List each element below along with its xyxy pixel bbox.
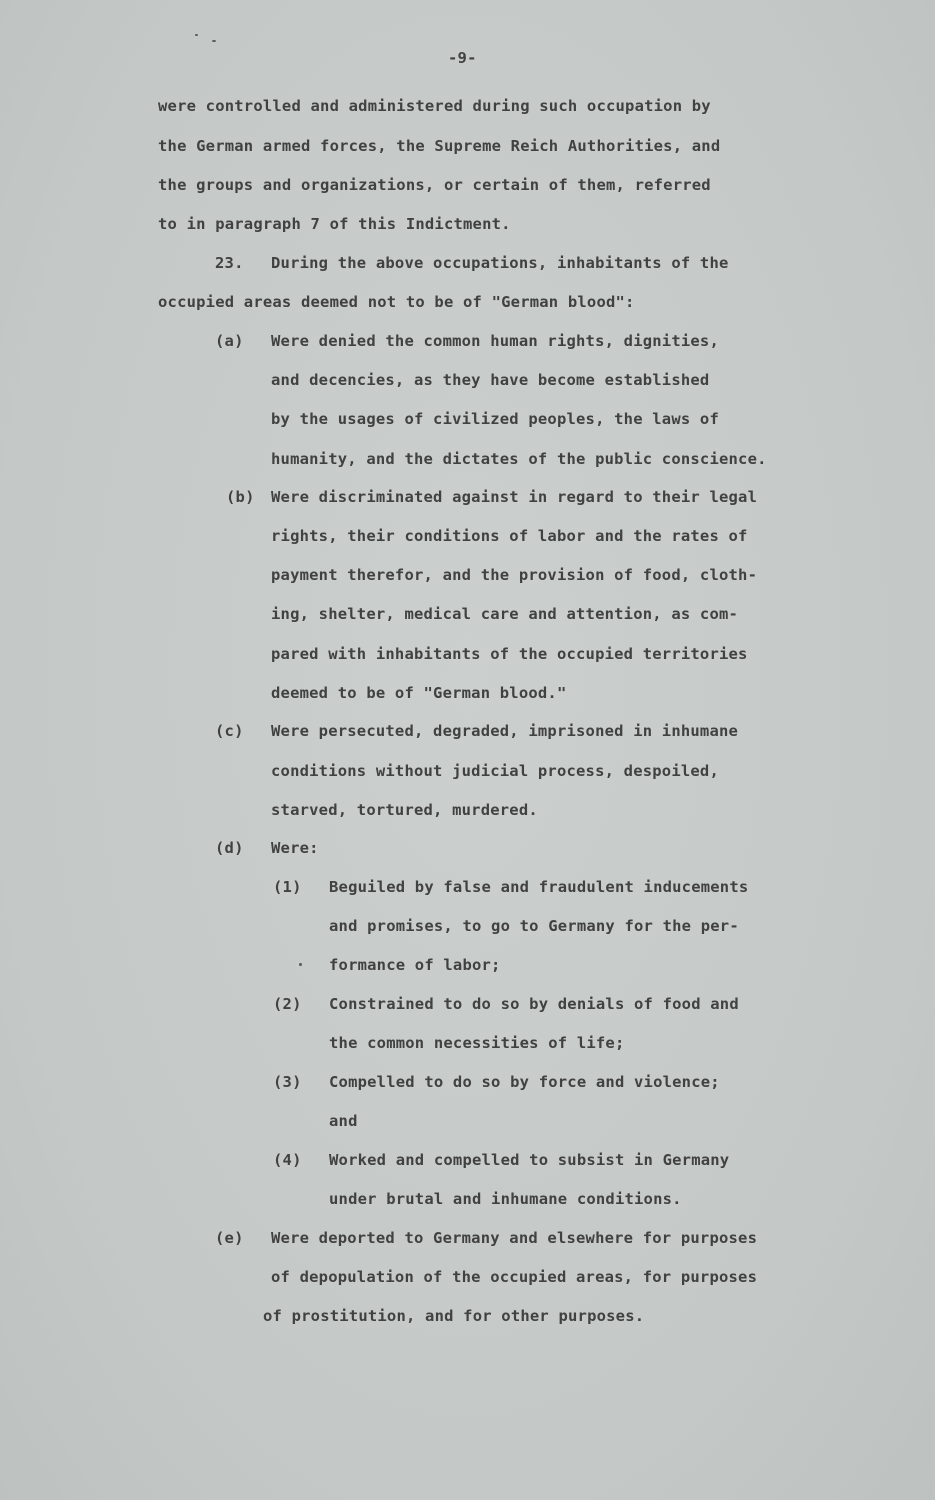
item-b-line: Were discriminated against in regard to their legal (271, 488, 758, 506)
subitem-4-label: (4) (273, 1151, 302, 1169)
item-c-line: Were persecuted, degraded, imprisoned in inhumane (271, 722, 739, 740)
item-a-line: and decencies, as they have become established (271, 371, 710, 389)
item-d-label: (d) (215, 839, 244, 857)
scan-speck (195, 34, 198, 36)
scan-speck (212, 40, 216, 42)
paragraph-22-line: were controlled and administered during such occupation by (158, 97, 711, 115)
subitem-4-line: under brutal and inhumane conditions. (329, 1190, 682, 1208)
subitem-2-label: (2) (273, 995, 302, 1013)
item-c-line: conditions without judicial process, despoiled, (271, 762, 719, 780)
subitem-3-label: (3) (273, 1073, 302, 1091)
subitem-3-line: and (329, 1112, 358, 1130)
subitem-4-line: Worked and compelled to subsist in Germany (329, 1151, 730, 1169)
item-e-line: Were deported to Germany and elsewhere for purposes (271, 1229, 758, 1247)
paragraph-23-number: 23. (215, 254, 244, 272)
item-e-line: of depopulation of the occupied areas, for purposes (271, 1268, 758, 1286)
item-c-line: starved, tortured, murdered. (271, 801, 538, 819)
item-b-label: (b) (226, 488, 255, 506)
item-e-label: (e) (215, 1229, 244, 1247)
paragraph-22-line: the German armed forces, the Supreme Reich Authorities, and (158, 137, 721, 155)
paragraph-23-intro: During the above occupations, inhabitants of the (271, 254, 729, 272)
item-c-label: (c) (215, 722, 244, 740)
item-b-line: payment therefor, and the provision of food, cloth- (271, 566, 758, 584)
item-d-line: Were: (271, 839, 319, 857)
subitem-1-line: formance of labor; (329, 956, 501, 974)
item-b-line: ing, shelter, medical care and attention, as com- (271, 605, 739, 623)
item-b-line: rights, their conditions of labor and the rates of (271, 527, 748, 545)
subitem-1-line: Beguiled by false and fraudulent inducements (329, 878, 749, 896)
subitem-2-line: the common necessities of life; (329, 1034, 625, 1052)
subitem-1-line: and promises, to go to Germany for the per- (329, 917, 739, 935)
scan-speck (299, 963, 302, 966)
paragraph-22-line: the groups and organizations, or certain of them, referred (158, 176, 711, 194)
subitem-3-line: Compelled to do so by force and violence; (329, 1073, 720, 1091)
item-a-line: humanity, and the dictates of the public conscience. (271, 450, 767, 468)
paragraph-23-intro: occupied areas deemed not to be of "German blood": (158, 293, 635, 311)
item-a-line: Were denied the common human rights, dignities, (271, 332, 719, 350)
paragraph-22-line: to in paragraph 7 of this Indictment. (158, 215, 511, 233)
subitem-1-label: (1) (273, 878, 302, 896)
item-a-label: (a) (215, 332, 244, 350)
item-a-line: by the usages of civilized peoples, the laws of (271, 410, 719, 428)
item-b-line: pared with inhabitants of the occupied territories (271, 645, 748, 663)
page-number: -9- (448, 49, 477, 67)
subitem-2-line: Constrained to do so by denials of food and (329, 995, 739, 1013)
item-b-line: deemed to be of "German blood." (271, 684, 567, 702)
item-e-line: of prostitution, and for other purposes. (263, 1307, 645, 1325)
